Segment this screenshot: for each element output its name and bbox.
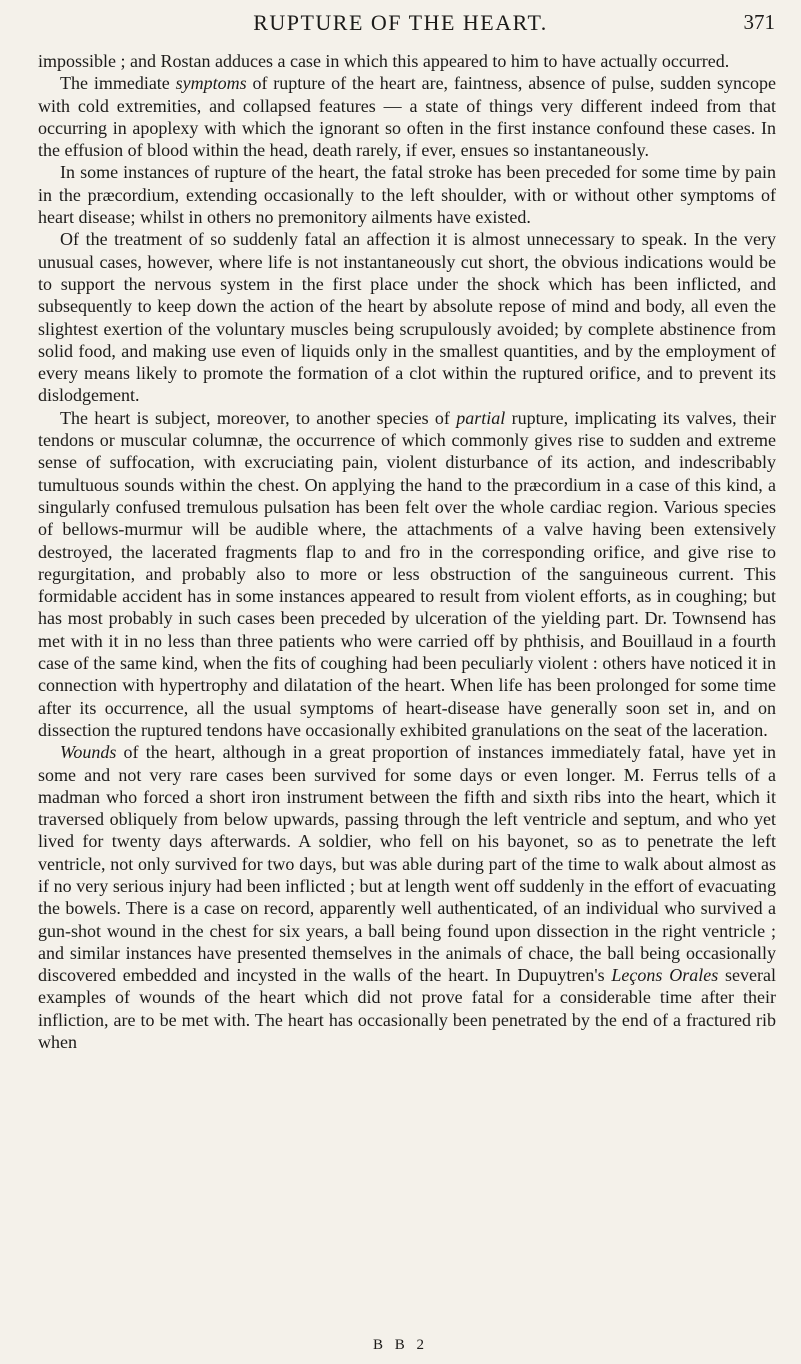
paragraph-treatment: Of the treatment of so suddenly fatal an affection it is almost unnecessary to speak. In the very unusual cases, however, where life is not instantaneously cut short, the obvious indications would be to support the nervous system in the first place under the shock which has been inflicted, and subsequently to keep down the action of the heart by absolute repose of mind and body, all even the slightest exertion of the voluntary muscles being scrupulously avoided; by complete abstinence from solid food, and making use even of liquids only in the smallest quantities, and by the employment of every means likely to promote the formation of a clot within the ruptured orifice, and to prevent its dislodgement. [38,229,776,406]
running-title: RUPTURE OF THE HEART. [253,10,548,35]
italic-term-wounds: Wounds [60,742,117,763]
text-run: of the heart, although in a great proportion of instances immediately fatal, have yet in some and not very rare cases been survived for some days or even longer. M. Ferrus tells of a madman who forced a short iron instrument between the fifth and sixth ribs into the heart, which it traversed obliquely from below upwards, passing through the left ventricle and septum, and who yet lived for twenty days afterwards. A soldier, who fell on his bayonet, so as to penetrate the left ventricle, not only survived for two days, but was able during part of the time to walk about almost as if no very serious injury had been inflicted ; but at length went off suddenly in the effort of evacuating the bowels. There is a case on record, apparently well authenticated, of an individual who survived a gun-shot wound in the chest for six years, a ball being found upon dissection in the right ventricle ; and similar instances have presented themselves in the animals of chace, the ball being occasionally discovered embedded and incysted in the walls of the heart. In Dupuytren's [38,742,776,986]
paragraph-premonitory: In some instances of rupture of the heart, the fatal stroke has been preceded for some time by pain in the præcordium, extending occasionally to the left shoulder, with or without other symptoms of heart disease; whilst in others no premonitory ailments have existed. [38,162,776,228]
italic-term-partial: partial [456,407,506,428]
text-run: The heart is subject, moreover, to another species of [60,407,457,428]
body-text [38,50,776,1053]
printer-signature: B B 2 [372,1337,428,1353]
italic-term-symptoms: symptoms [175,73,247,94]
text-run: several examples of wounds of the heart which did not prove fatal for a considerable time after their infliction, are to be met with. The heart has occasionally been penetrated by the end of a fractured rib when [38,965,776,1053]
page-number: 371 [743,10,775,34]
paragraph-wounds [38,741,776,1053]
paragraph-symptoms [38,72,776,161]
paragraph-partial-rupture [38,407,776,741]
text-run: rupture, implicating its valves, their tendons or muscular columnæ, the occurrence of which commonly gives rise to sudden and extreme sense of suffocation, with excruciating pain, violent disturbance of its action, and indescribably tumultuous sounds within the chest. On applying the hand to the præcordium in a case of this kind, a singularly confused tremulous pulsation has been felt over the whole cardiac region. Various species of bellows-murmur will be audible where, the attachments of a valve having been extensively destroyed, the lacerated fragments flap to and fro in the corresponding orifice, and give rise to regurgitation, and probably also to more or less obstruction of the sanguineous current. This formidable accident has in some instances appeared to result from violent efforts, as in coughing; but has most probably in such cases been preceded by ulceration of the yielding part. Dr. Townsend has met with it in no less than three patients who were carried off by phthisis, and Bouillaud in a fourth case of the same kind, when the fits of coughing had been peculiarly violent : others have noticed it in connection with hypertrophy and dilatation of the heart. When life has been prolonged for some time after its occurrence, all the usual symptoms of heart-disease have generally soon set in, and on dissection the ruptured tendons have occasionally exhibited granulations on the seat of the laceration. [38,407,776,740]
paragraph-1: impossible ; and Rostan adduces a case in which this appeared to him to have actually occurred. [38,51,730,71]
text-run: The immediate [60,73,176,94]
italic-title-lecons-orales: Leçons Orales [611,965,719,986]
running-head [0,6,801,42]
text-run: of rupture of the heart are, faintness, absence of pulse, sudden syncope with cold extremities, and collapsed features — a state of things very different indeed from that occurring in apoplexy with which the ignorant so often in the first instance confound these cases. In the effusion of blood within the head, death rarely, if ever, ensues so instantaneously. [38,73,776,161]
